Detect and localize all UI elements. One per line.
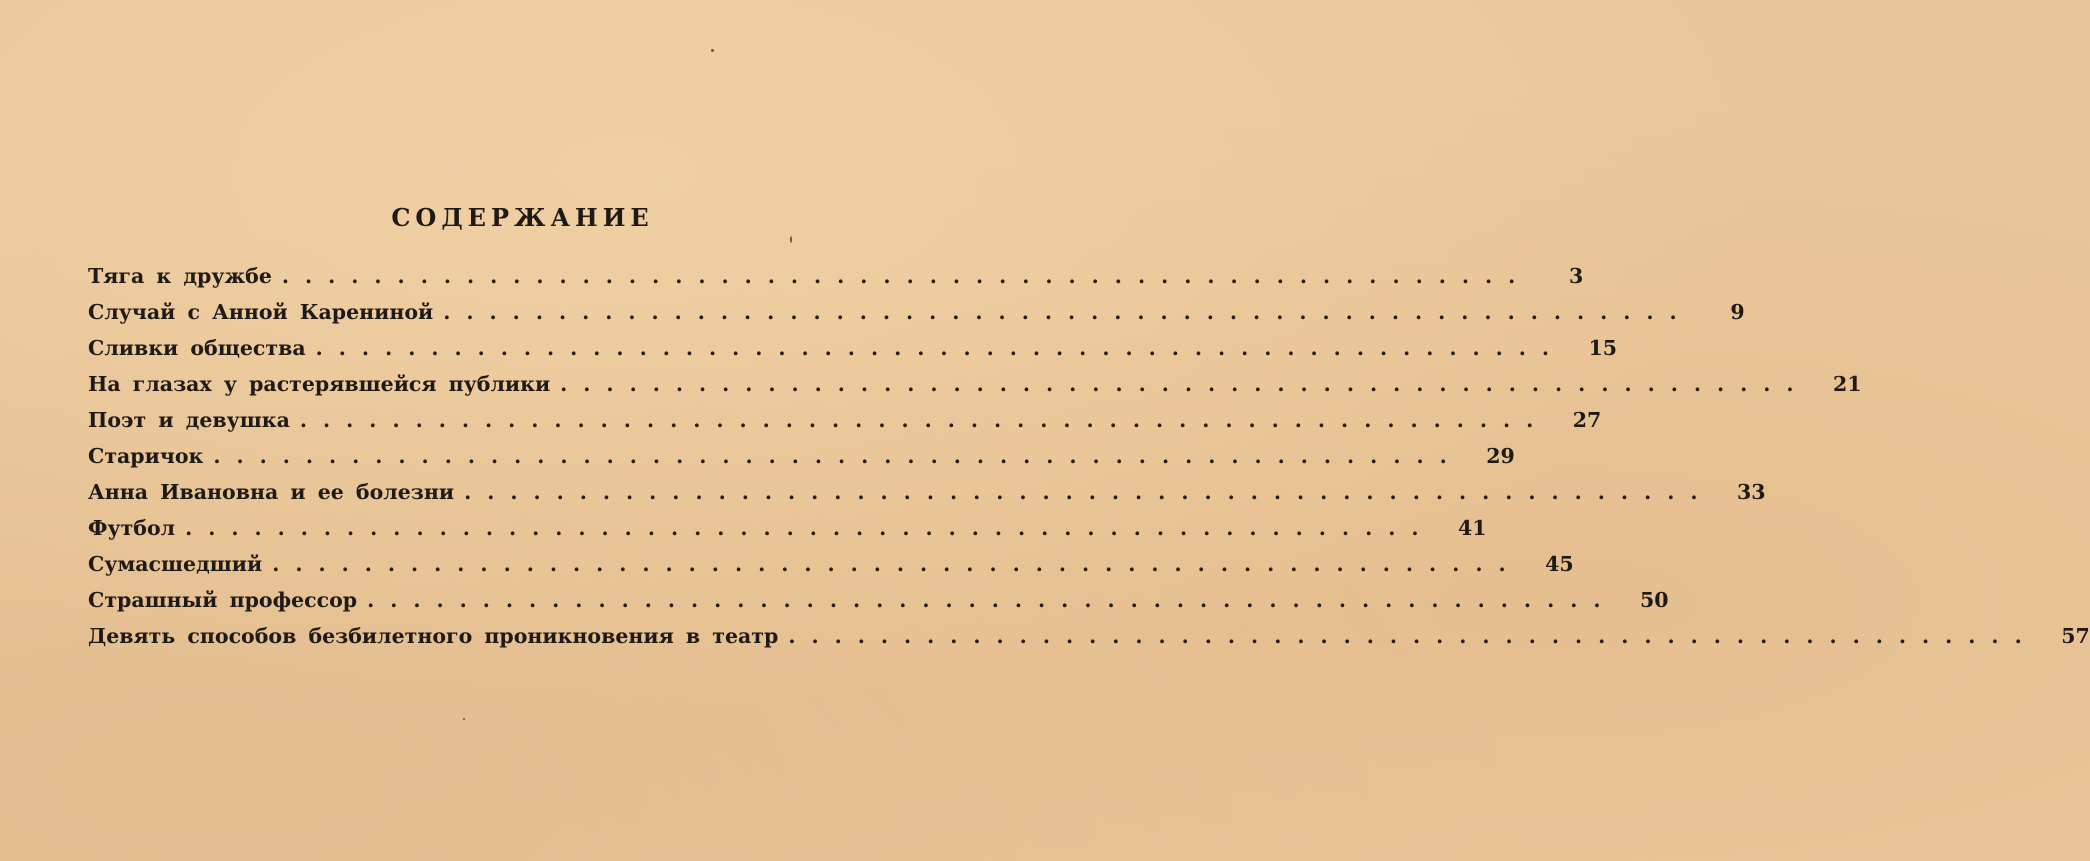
toc-entry-page: 57: [2061, 624, 2090, 648]
dot-leader: ......................................................: [367, 588, 1617, 612]
toc-entry-title: Сумасшедший: [88, 552, 263, 576]
toc-entry: [88, 366, 1862, 402]
dot-leader: ......................................................: [443, 300, 1693, 324]
toc-entry-page: 15: [1588, 336, 1618, 360]
toc-entry-title: Страшный профессор: [88, 588, 358, 612]
toc-entry-title: Тяга к дружбе: [88, 264, 272, 288]
dot-leader: ......................................................: [315, 336, 1566, 360]
toc-entry-title: Футбол: [88, 516, 176, 540]
toc-entry-title: Поэт и девушка: [88, 408, 290, 432]
toc-entry-title: Случай с Анной Карениной: [88, 300, 434, 324]
dot-leader: ......................................................: [560, 372, 1810, 396]
toc-entry: [88, 330, 1618, 366]
page-title: СОДЕРЖАНИЕ: [391, 203, 654, 232]
dot-leader: ......................................................: [213, 444, 1463, 468]
dot-leader: ......................................................: [185, 516, 1435, 540]
toc-entry: [88, 294, 1745, 330]
toc-entry-title: Девять способов безбилетного проникновения в театр: [88, 624, 779, 648]
dot-leader: ......................................................: [464, 480, 1714, 504]
dot-leader: ......................................................: [299, 408, 1550, 432]
toc-entry: [88, 402, 1602, 438]
toc-entry-page: 27: [1572, 408, 1602, 432]
table-of-contents: [88, 258, 2090, 654]
toc-entry: [88, 510, 1487, 546]
toc-entry-title: На глазах у растерявшейся публики: [88, 372, 551, 396]
toc-entry-page: 21: [1833, 372, 1862, 396]
toc-entry-page: 29: [1486, 444, 1515, 468]
paper-speck: [711, 49, 714, 52]
dot-leader: ......................................................: [788, 624, 2038, 648]
toc-entry: [88, 474, 1766, 510]
toc-entry-page: 50: [1639, 588, 1669, 612]
dot-leader: ......................................................: [272, 552, 1522, 576]
toc-entry-page: 41: [1457, 516, 1487, 540]
toc-entry-page: 33: [1736, 480, 1766, 504]
toc-entry: [88, 438, 1515, 474]
toc-entry: [88, 582, 1669, 618]
dot-leader: ......................................................: [281, 264, 1532, 288]
toc-entry-title: Сливки общества: [88, 336, 306, 360]
toc-entry-title: Старичок: [88, 444, 204, 468]
toc-entry: [88, 258, 1584, 294]
paper-speck: [463, 718, 465, 720]
toc-entry-page: 45: [1545, 552, 1574, 576]
toc-entry-page: 9: [1730, 300, 1745, 324]
toc-entry-title: Анна Ивановна и ее болезни: [88, 480, 455, 504]
toc-entry: [88, 618, 2090, 654]
toc-entry-page: 3: [1569, 264, 1584, 288]
toc-entry: [88, 546, 1574, 582]
